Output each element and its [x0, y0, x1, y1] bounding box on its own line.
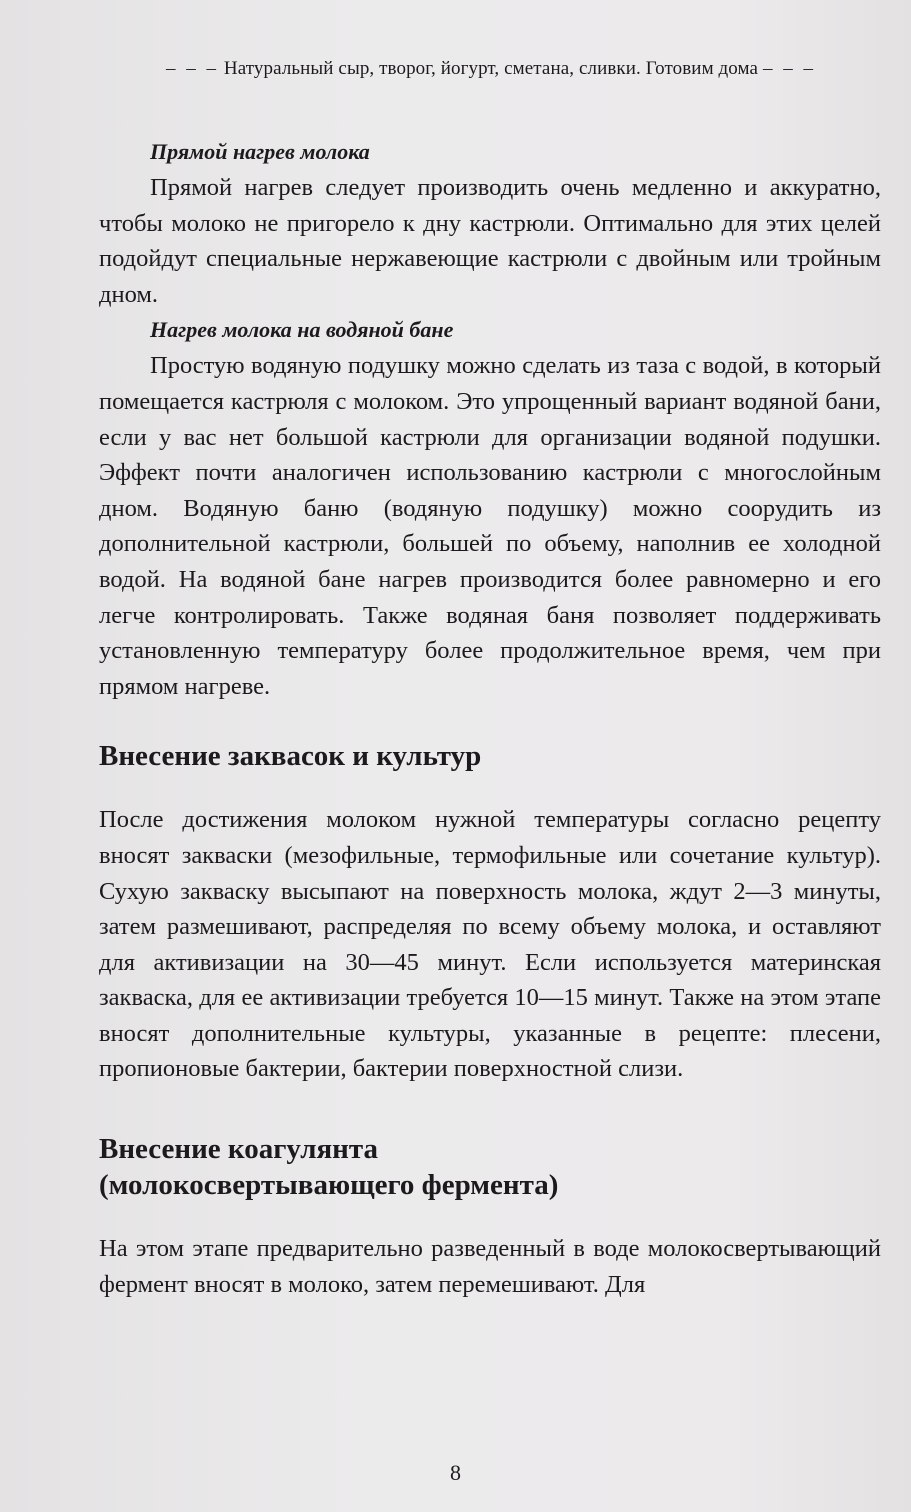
- running-head: [100, 56, 882, 82]
- heading-starters: Внесение заквасок и культур: [99, 740, 482, 773]
- running-head-right-dashes: – – –: [762, 58, 816, 79]
- page-number: 8: [450, 1460, 461, 1485]
- page-body: [99, 134, 881, 1302]
- subheading-water-bath: Нагрев молока на водяной бане: [150, 317, 454, 343]
- subheading-direct-heating: Прямой нагрев молока: [150, 139, 370, 164]
- paragraph-starters: После достижения молоком нужной температуры согласно рецепту вносят закваски (мезофильные, термофильные или сочетание культур). Сухую закваску высыпают на поверхность молока, ждут 2—3 минуты, затем размешивают, распределяя по всему объему молока, и оставляют для активизации на 30—45 минут. Если используется материнская закваска, для ее активизации требуется 10—15 минут. Также на этом этапе вносят дополнительные культуры, указанные в рецепте: плесени, пропионовые бактерии, бактерии поверхностной слизи.: [99, 806, 881, 1083]
- running-head-text: Натуральный сыр, творог, йогурт, сметана, сливки. Готовим дома: [223, 58, 759, 79]
- paragraph-coagulant: На этом этапе предварительно разведенный в воде молокосвертывающий фермент вносят в молоко, затем перемешивают. Для: [99, 1235, 881, 1298]
- heading-coagulant: [99, 1131, 881, 1203]
- paragraph-water-bath: Простую водяную подушку можно сделать из таза с водой, в который помещается кастрюля с молоком. Это упрощенный вариант водяной бани, если у вас нет большой кастрюли для организации водяной подушки. Эффект почти аналогичен использованию кастрюли с многослойным дном. Водяную баню (водяную подушку) можно соорудить из дополнительной кастрюли, большей по объему, наполнив ее холодной водой. На водяной бане нагрев производится более равномерно и его легче контролировать. Также водяная баня позволяет поддерживать установленную температуру более продолжительное время, чем при прямом нагреве.: [99, 352, 881, 700]
- running-head-left-dashes: – – –: [166, 58, 220, 79]
- paragraph-direct-heating: Прямой нагрев следует производить очень медленно и аккуратно, чтобы молоко не пригорело к дну кастрюли. Оптимально для этих целей подойдут специальные нержавеющие кастрюли с двойным или тройным дном.: [99, 174, 881, 308]
- heading-coagulant-line1: Внесение коагулянта: [99, 1133, 378, 1166]
- heading-coagulant-line2: (молокосвертывающего фермента): [99, 1169, 559, 1202]
